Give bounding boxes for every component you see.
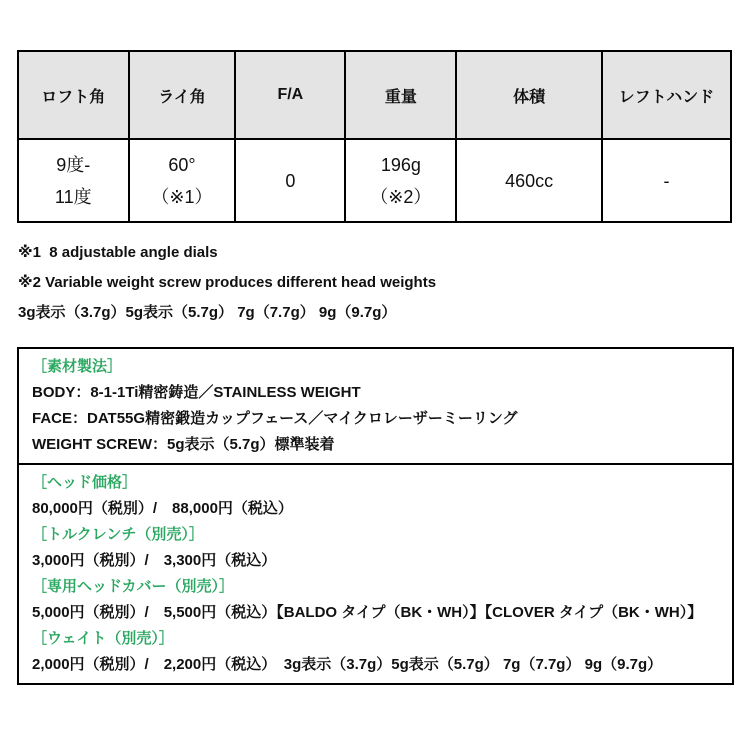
materials-heading: ［素材製法］ (32, 358, 123, 375)
spec-header-fa: F/A (235, 51, 345, 139)
spec-header-lie: ライ角 (129, 51, 236, 139)
footnote-1: ※1 8 adjustable angle dials (18, 244, 218, 261)
spec-value-lie (129, 139, 236, 222)
materials-body-line: BODY：8-1-1Ti精密鋳造／STAINLESS WEIGHT (32, 384, 361, 401)
head-price-line: 80,000円（税別）/ 88,000円（税込） (32, 500, 293, 517)
prices-section (19, 463, 732, 683)
weight-value-line2: （※2） (370, 186, 432, 207)
weight-heading: ［ウェイト（別売）］ (32, 630, 174, 647)
details-box (17, 347, 734, 685)
weight-price-line: 2,000円（税別）/ 2,200円（税込） 3g表示（3.7g）5g表示（5.7g） 7g（7.7g） 9g（9.7g） (32, 656, 663, 673)
spec-value-fa (235, 139, 345, 222)
loft-value-line2: 11度 (54, 186, 92, 207)
head-price-heading: ［ヘッド価格］ (32, 474, 138, 491)
footnotes (18, 238, 733, 328)
spec-value-lefthand (602, 139, 731, 222)
lefthand-value-line1: - (663, 170, 670, 191)
spec-header-loft: ロフト角 (18, 51, 129, 139)
materials-face-line: FACE：DAT55G精密鍛造カップフェース／マイクロレーザーミーリング (32, 410, 518, 427)
materials-section (19, 349, 732, 463)
spec-value-loft (18, 139, 129, 222)
spec-value-row (18, 139, 731, 222)
materials-weightscrew-line: WEIGHT SCREW：5g表示（5.7g）標準装着 (32, 436, 335, 453)
spec-value-weight (345, 139, 456, 222)
wrench-heading: ［トルクレンチ（別売）］ (32, 526, 204, 543)
headcover-price-line: 5,000円（税別）/ 5,500円（税込）【BALDO タイプ（BK・WH）】【CLOVER タイプ（BK・WH）】 (32, 604, 703, 621)
spec-value-volume (456, 139, 601, 222)
loft-value-line1: 9度- (56, 154, 91, 175)
spec-table (17, 50, 732, 223)
fa-value-line1: 0 (285, 170, 296, 191)
spec-header-lefthand: レフトハンド (602, 51, 731, 139)
lie-value-line1: 60° (168, 154, 196, 175)
footnote-weights: 3g表示（3.7g）5g表示（5.7g） 7g（7.7g） 9g（9.7g） (18, 304, 397, 321)
footnote-2: ※2 Variable weight screw produces different head weights (18, 274, 437, 291)
volume-value-line1: 460cc (505, 170, 554, 191)
spec-header-weight: 重量 (345, 51, 456, 139)
spec-header-volume: 体積 (456, 51, 601, 139)
lie-value-line2: （※1） (151, 186, 213, 207)
wrench-price-line: 3,000円（税別）/ 3,300円（税込） (32, 552, 277, 569)
headcover-heading: ［専用ヘッドカバー（別売）］ (32, 578, 235, 595)
spec-header-row (18, 51, 731, 139)
weight-value-line1: 196g (380, 154, 421, 175)
